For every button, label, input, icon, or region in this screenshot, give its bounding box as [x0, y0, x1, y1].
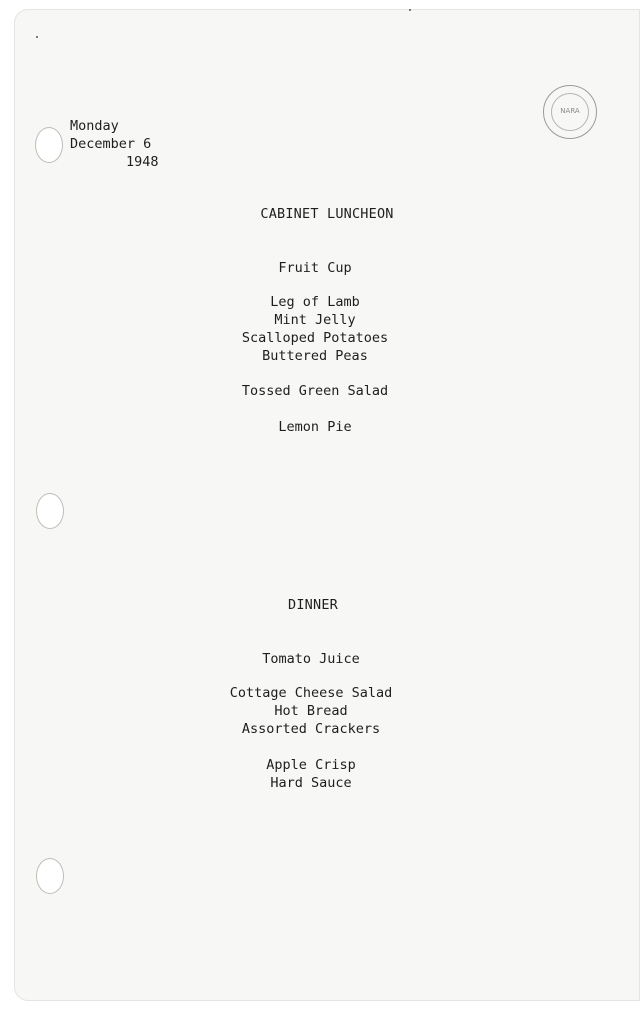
menu-item: Mint Jelly [274, 312, 356, 328]
punch-hole-middle [36, 493, 64, 529]
date-block [70, 117, 159, 171]
library-stamp-seal [543, 85, 597, 139]
menu-item: Lemon Pie [278, 419, 352, 435]
menu-page [14, 9, 640, 1001]
luncheon-title: CABINET LUNCHEON [260, 206, 394, 222]
dinner-dessert [0, 756, 624, 792]
menu-item: Assorted Crackers [241, 721, 381, 737]
punch-hole-bottom [36, 858, 64, 894]
punch-hole-top [35, 127, 63, 163]
luncheon-main-course [2, 293, 628, 365]
luncheon-section [14, 205, 640, 223]
luncheon-salad [2, 382, 628, 400]
dinner-main-course [0, 684, 624, 738]
dinner-first-course [0, 650, 624, 668]
menu-item: Tomato Juice [262, 651, 360, 667]
luncheon-first-course [2, 259, 628, 277]
menu-item: Hard Sauce [270, 775, 352, 791]
menu-item: Apple Crisp [266, 757, 356, 773]
menu-item: Scalloped Potatoes [241, 330, 389, 346]
date-month-day: December 6 [70, 136, 152, 152]
date-day: Monday [70, 118, 119, 134]
paper-speck [36, 36, 38, 38]
menu-item: Leg of Lamb [270, 294, 360, 310]
menu-item: Fruit Cup [278, 260, 352, 276]
paper-speck [409, 9, 411, 11]
stamp-label: NARA [560, 107, 580, 115]
menu-item: Cottage Cheese Salad [229, 685, 393, 701]
menu-item: Tossed Green Salad [241, 383, 389, 399]
luncheon-dessert [2, 418, 628, 436]
date-year: 1948 [126, 154, 159, 170]
menu-item: Buttered Peas [262, 348, 368, 364]
dinner-title: DINNER [288, 597, 338, 613]
dinner-section [0, 596, 626, 614]
menu-item: Hot Bread [274, 703, 348, 719]
